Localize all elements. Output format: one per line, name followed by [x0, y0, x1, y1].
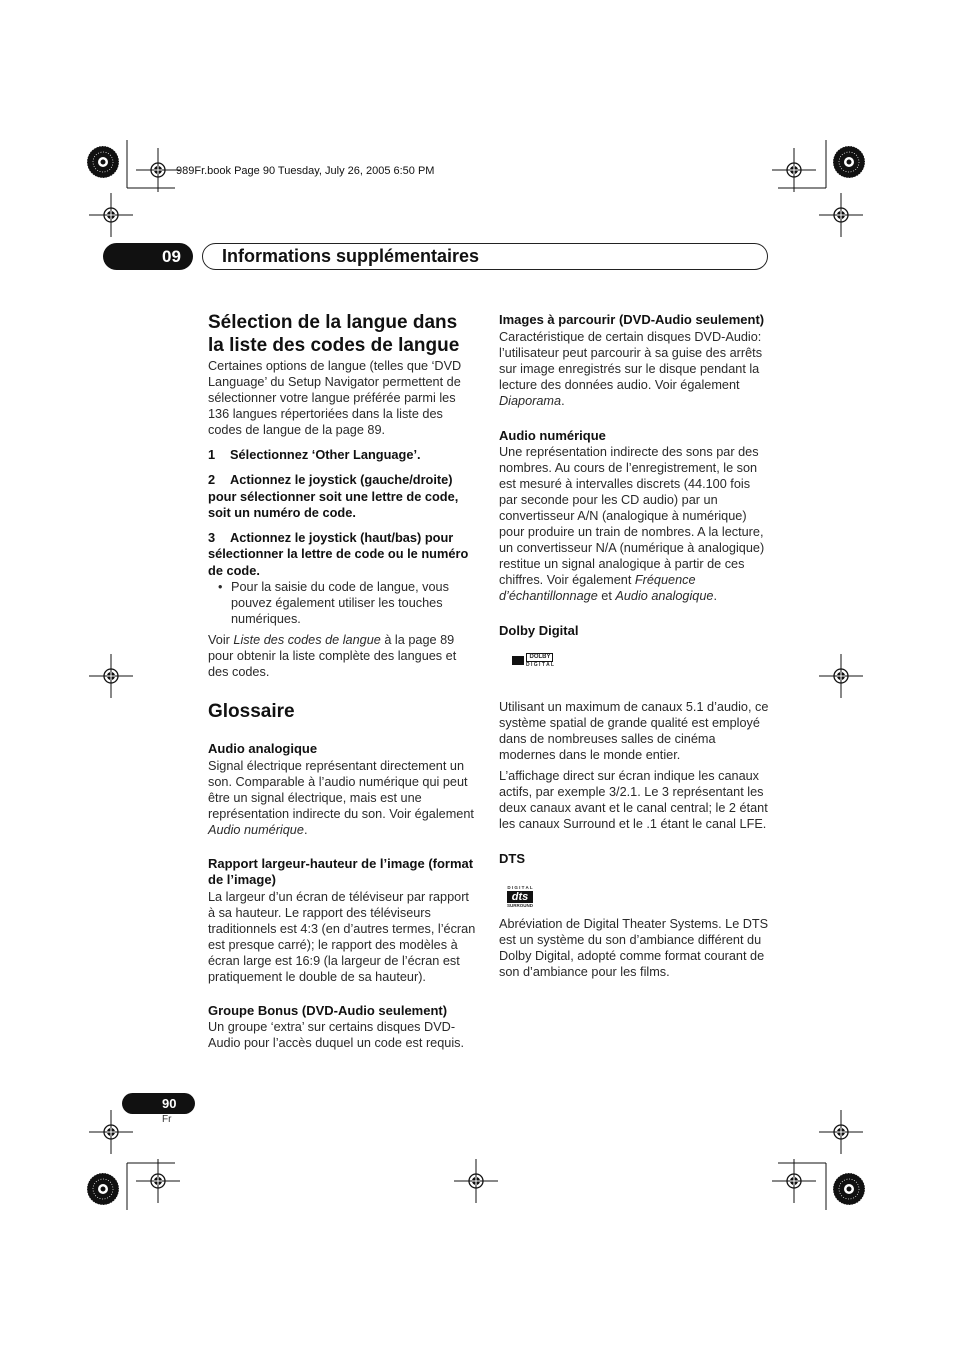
entry-title-bonus-group: Groupe Bonus (DVD-Audio seulement)	[208, 1002, 448, 1018]
book-file-info: 989Fr.book Page 90 Tuesday, July 26, 2005 6:50 PM	[176, 165, 435, 177]
entry-body: Une représentation indirecte des sons par des nombres. Au cours de l’enregistrement, le son est mesuré à intervalles discrets (44.100 fois par seconde pour les CD audio) par un convertisseur A/N (analogique à numérique) pour produire un train de nombres. A la lecture, un convertisseur N/A (numérique à analogique) restitue un signal analogique à partir de ces chiffres. Voir également	[499, 445, 765, 587]
entry-text-audio-numerique: Une représentation indirecte des sons par des nombres. Au cours de l’enregistrement, le son est mesuré à intervalles discrets (44.100 fois par seconde pour les CD audio) par un convertisseur A/N (analogique à numérique) pour produire un train de nombres. A la lecture, un convertisseur N/A (numérique à analogique) restitue un signal analogique à partir de ces chiffres. Voir également Fréquence d’échantillonnage et Audio analogique.	[499, 445, 765, 603]
entry-text-bonus-group: Un groupe ‘extra’ sur certains disques DVD-Audio pour l’accès duquel un code est requis.	[208, 1020, 465, 1051]
bullet-note: • Pour la saisie du code de langue, vous pouvez également utiliser les touches numériques.	[208, 579, 478, 627]
right-column	[499, 312, 769, 980]
step-number: 3	[208, 530, 216, 546]
page-number: 90	[162, 1096, 177, 1111]
see-reference: Liste des codes de langue	[233, 633, 381, 648]
left-column	[208, 311, 478, 1051]
step-text: Actionnez le joystick (haut/bas) pour sélectionner la lettre de code ou le numéro de code.	[208, 530, 469, 578]
entry-text-dolby-2: L’affichage direct sur écran indique les canaux actifs, par exemple 3/2.1. Le 3 représentant les deux canaux avant et le canal central; le 2 étant les canaux Surround et le .1 étant le canal LFE.	[499, 768, 768, 831]
entry-text-aspect-ratio: La largeur d’un écran de téléviseur par rapport à sa hauteur. Le rapport des téléviseurs traditionnels est 4:3 (en d’autres termes, l’écran est presque carré); le rapport des modèles à écran large est 16:9 (la largeur de l’écran est pratiquement le double de sa hauteur).	[208, 889, 476, 984]
entry-title-dts: DTS	[499, 850, 525, 866]
dts-logo	[502, 877, 769, 916]
dolby-logo-text: DOLBY	[526, 653, 553, 662]
entry-title-images: Images à parcourir (DVD-Audio seulement)	[499, 312, 765, 327]
see-prefix: Voir	[208, 633, 234, 648]
entry-reference: Diaporama	[499, 393, 562, 408]
step-number: 2	[208, 472, 216, 488]
see-also-note	[208, 632, 478, 680]
entry-reference: Fréquence d’échantillonnage	[499, 573, 696, 603]
page-number-badge	[122, 1093, 195, 1114]
section-title-language: Sélection de la langue dans la liste des codes de langue	[208, 312, 460, 356]
entry-text-dolby-1: Utilisant un maximum de canaux 5.1 d’audio, ce système spatial de grande qualité est employé dans de nombreuses salles de cinéma modernes dans le monde entier.	[499, 699, 769, 762]
chapter-title: Informations supplémentaires	[222, 246, 480, 266]
section-intro: Certaines options de langue (telles que ‘DVD Language’ du Setup Navigator permettent de sélectionner votre langue préférée parmi les 136 langues répertoriées dans la liste des codes de langue de la page 89.	[208, 359, 462, 437]
entry-body: Signal électrique représentant directement un son. Comparable à l’audio numérique qui peut être un signal électrique, mais est une représentation indirecte du son. Voir également	[208, 758, 474, 821]
page-language: Fr	[162, 1114, 172, 1125]
see-suffix: à la page 89 pour obtenir la liste complète des langues et des codes.	[208, 633, 457, 680]
entry-title-aspect-ratio: Rapport largeur-hauteur de l’image (format de l’image)	[208, 855, 474, 888]
step-text: Sélectionnez ‘Other Language’.	[230, 447, 421, 462]
step-number: 1	[208, 447, 216, 462]
dolby-digital-logo	[512, 653, 769, 699]
dolby-double-d-icon	[512, 656, 524, 665]
step-1	[208, 447, 478, 463]
entry-reference: Audio analogique	[615, 589, 714, 603]
step-text: Actionnez le joystick (gauche/droite) pour sélectionner soit une lettre de code, soit un numéro de code.	[208, 472, 459, 520]
step-2	[208, 472, 478, 521]
dts-logo-bottom: SURROUND	[506, 903, 533, 908]
dts-logo-mark: dts	[507, 891, 534, 903]
entry-text-dts: Abréviation de Digital Theater Systems. Le DTS est un système du son d’ambiance différent du Dolby Digital, adopté comme format courant de son d’ambiance pour les films.	[499, 917, 769, 979]
entry-text-images: Caractéristique de certain disques DVD-Audio: l’utilisateur peut parcourir à sa guise des arrêts sur image enregistrés sur le disque pendant la lecture des données audio. Voir également Diaporama.	[499, 329, 763, 408]
glossary-title: Glossaire	[208, 701, 295, 723]
step-3	[208, 530, 478, 579]
entry-text-audio-analogique: Signal électrique représentant directement un son. Comparable à l’audio numérique qui peut être un signal électrique, mais est une représentation indirecte du son. Voir également Audio numérique.	[208, 758, 474, 837]
chapter-number: 09	[162, 247, 181, 266]
entry-title-audio-analogique: Audio analogique	[208, 741, 318, 757]
entry-title-audio-numerique: Audio numérique	[499, 427, 606, 443]
entry-title-dolby: Dolby Digital	[499, 623, 579, 638]
dts-logo-top: D I G I T A L	[507, 885, 533, 890]
dolby-logo-subtext: D I G I T A L	[526, 661, 554, 668]
entry-body: Caractéristique de certain disques DVD-Audio: l’utilisateur peut parcourir à sa guise des arrêts sur image enregistrés sur le disque pendant la lecture des données audio. Voir également	[499, 329, 763, 392]
entry-conjunction: et	[597, 589, 616, 603]
entry-reference: Audio numérique	[208, 822, 304, 837]
